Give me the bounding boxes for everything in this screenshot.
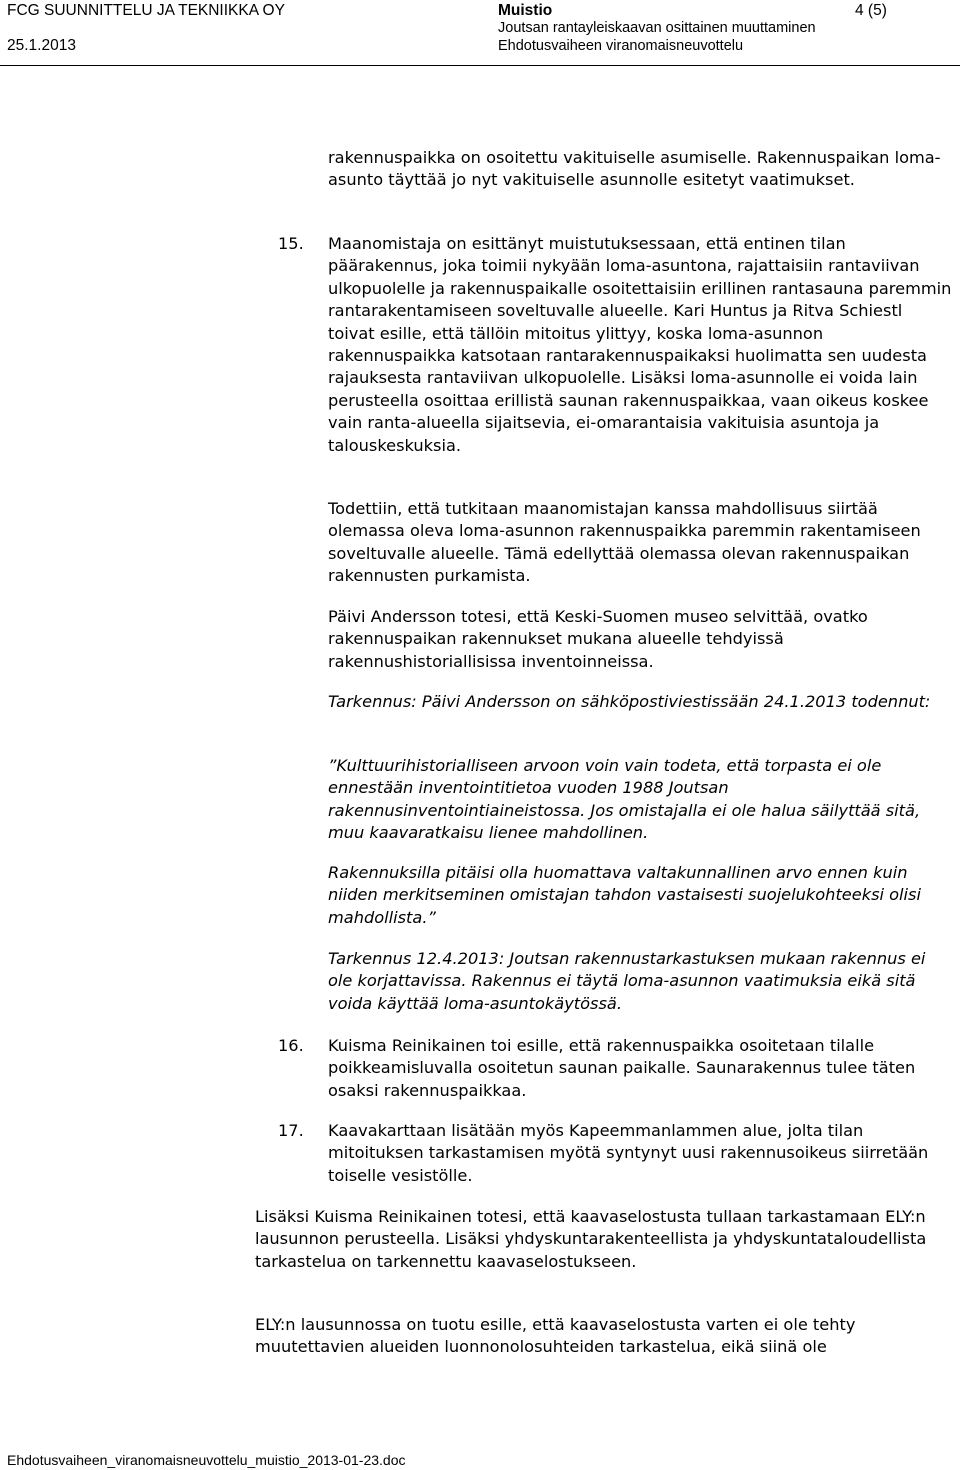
page-number: 4 (5) <box>855 2 887 19</box>
item-number-17: 17. <box>278 1121 304 1140</box>
item-15-clarification-1: Tarkennus: Päivi Andersson on sähköpostiviestissään 24.1.2013 todennut: <box>328 692 931 711</box>
organization-name: FCG SUUNNITTELU JA TEKNIIKKA OY <box>7 2 285 19</box>
header-divider <box>0 65 960 66</box>
item-15-paragraph-1: Maanomistaja on esittänyt muistutuksessaan, että entinen tilan päärakennus, joka toimii nykyään loma-asuntona, rajattaisiin rantaviivan ulkopuolelle ja rakennuspaikalle osoitettaisiin erillinen rantasauna paremmin rantarakentamiseen soveltuvalle alueelle. Kari Huntus ja Ritva Schiestl toivat esille, että tällöin mitoitus ylittyy, koska loma-asunnon rakennuspaikka katsotaan rantarakennuspaikaksi huolimatta sen uudesta rajauksesta rantaviivan ulkopuolelle. Lisäksi loma-asunnolle ei voida lain perusteella osoittaa erillistä saunan rakennuspaikkaa, vaan oikeus koskee vain ranta-alueella sijaitsevia, ei-omarantaisia vakituisia asuntoja ja talouskeskuksia. <box>328 234 952 455</box>
item-16-paragraph: Kuisma Reinikainen toi esille, että rakennuspaikka osoitetaan tilalle poikkeamisluvalla osoitetun saunan paikalle. Saunarakennus tulee täten osaksi rakennuspaikkaa. <box>328 1036 916 1100</box>
item-15-quote-1: ”Kulttuurihistorialliseen arvoon voin vain todeta, että torpasta ei ole ennestään inventointitietoa vuoden 1988 Joutsan rakennusinventointiaineistossa. Jos omistajalla ei ole halua säilyttää sitä, muu kaavaratkaisu lienee mahdollinen. <box>328 756 921 843</box>
continued-paragraph: rakennuspaikka on osoitettu vakituiselle asumiselle. Rakennuspaikan loma-asunto täyttää jo nyt vakituiselle asunnolle esitetyt vaatimukset. <box>328 148 941 190</box>
document-date: 25.1.2013 <box>7 37 76 54</box>
closing-paragraph-2: ELY:n lausunnossa on tuotu esille, että kaavaselostusta varten ei ole tehty muutettavien alueiden luonnonolosuhteiden tarkastelua, eikä siinä ole <box>255 1315 856 1357</box>
item-15-quote-2: Rakennuksilla pitäisi olla huomattava valtakunnallinen arvo ennen kuin niiden merkitseminen omistajan tahdon vastaisesti suojelukohteeksi olisi mahdollista.” <box>328 863 921 927</box>
item-number-16: 16. <box>278 1036 304 1055</box>
document-type: Muistio <box>498 2 553 19</box>
footer-filename: Ehdotusvaiheen_viranomaisneuvottelu_muistio_2013-01-23.doc <box>7 1452 406 1468</box>
document-subject: Joutsan rantayleiskaavan osittainen muuttaminen <box>498 20 816 36</box>
item-15-clarification-2: Tarkennus 12.4.2013: Joutsan rakennustarkastuksen mukaan rakennus ei ole korjattavissa. Rakennus ei täytä loma-asunnon vaatimuksia eikä sitä voida käyttää loma-asuntokäytössä. <box>328 949 926 1013</box>
closing-paragraph-1: Lisäksi Kuisma Reinikainen totesi, että kaavaselostusta tullaan tarkastamaan ELY:n lausunnon perusteella. Lisäksi yhdyskuntarakenteellista ja yhdyskuntataloudellista tarkastelua on tarkennettu kaavaselostukseen. <box>255 1207 927 1271</box>
item-number-15: 15. <box>278 234 304 253</box>
document-meeting: Ehdotusvaiheen viranomaisneuvottelu <box>498 38 744 54</box>
item-15-paragraph-3: Päivi Andersson totesi, että Keski-Suomen museo selvittää, ovatko rakennuspaikan rakennukset mukana alueelle tehdyissä rakennushistoriallisissa inventoinneissa. <box>328 607 868 671</box>
item-17-paragraph: Kaavakarttaan lisätään myös Kapeemmanlammen alue, jolta tilan mitoituksen tarkastamisen myötä syntynyt uusi rakennusoikeus siirretään toiselle vesistölle. <box>328 1121 929 1185</box>
item-15-paragraph-2: Todettiin, että tutkitaan maanomistajan kanssa mahdollisuus siirtää olemassa oleva loma-asunnon rakennuspaikka paremmin rakentamiseen soveltuvalle alueelle. Tämä edellyttää olemassa olevan rakennuspaikan rakennusten purkamista. <box>328 499 921 586</box>
